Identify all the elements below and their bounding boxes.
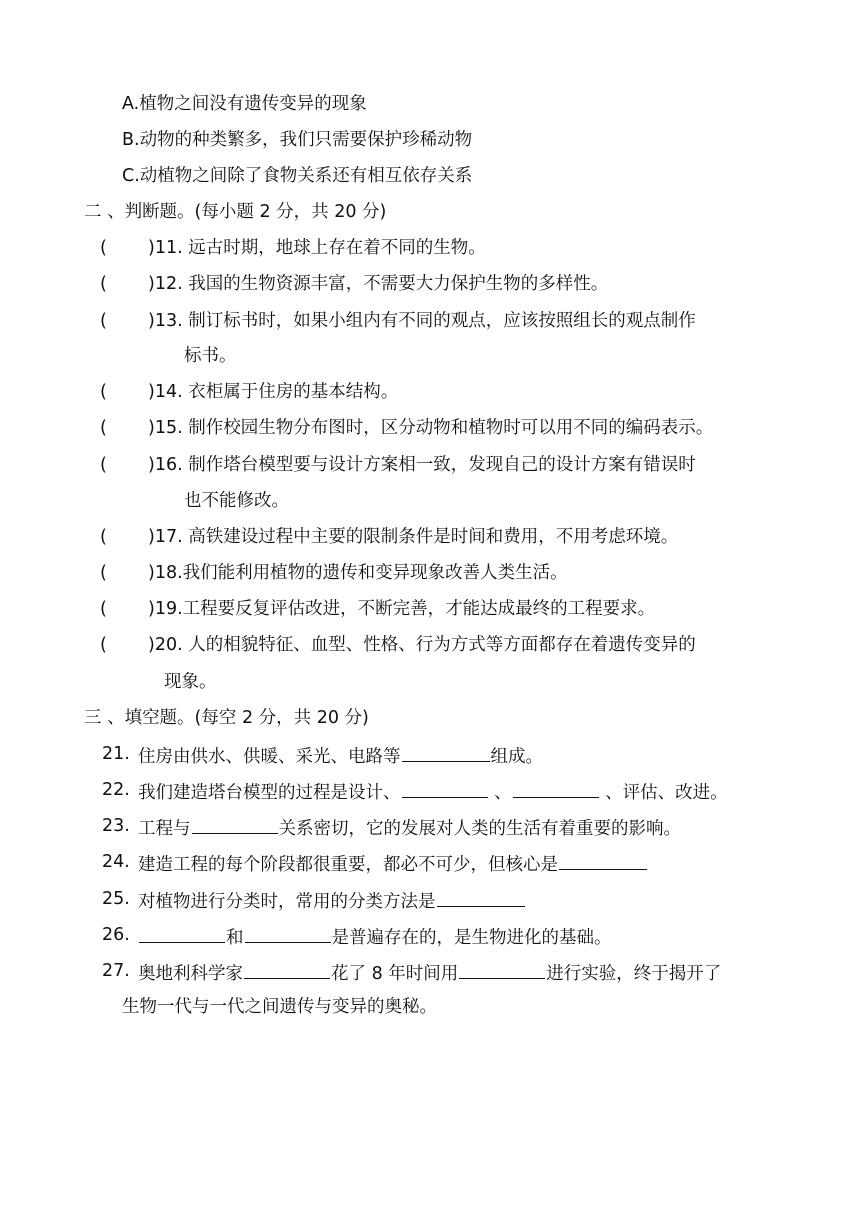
answer-blank[interactable] [139, 923, 225, 943]
question-number: 24. [102, 852, 130, 872]
judgment-text: )20. 人的相貌特征、血型、性格、行为方式等方面都存在着遗传变异的 [148, 635, 696, 655]
answer-paren: ( [100, 527, 107, 547]
question-text: 我们建造塔台模型的过程是设计、 、 、评估、改进。 [138, 778, 728, 805]
section-2-title: 二 、判断题。(每小题 2 分，共 20 分) [84, 202, 387, 222]
question-number: 23. [102, 816, 130, 836]
judgment-text: )16. 制作塔台模型要与设计方案相一致，发现自己的设计方案有错误时 [148, 455, 696, 475]
question-text: 工程与 关系密切，它的发展对人类的生活有着重要的影响。 [138, 814, 681, 841]
question-text: 和 是普遍存在的，是生物进化的基础。 [138, 923, 612, 950]
option-b: B.动物的种类繁多，我们只需要保护珍稀动物 [122, 130, 473, 150]
question-number: 22. [102, 780, 130, 800]
answer-blank[interactable] [559, 850, 647, 870]
judgment-text: )12. 我国的生物资源丰富，不需要大力保护生物的多样性。 [148, 274, 609, 294]
answer-paren: ( [100, 382, 107, 402]
judgment-text: )11. 远古时期，地球上存在着不同的生物。 [148, 238, 486, 258]
option-a: A.植物之间没有遗传变异的现象 [122, 94, 367, 114]
question-text: 建造工程的每个阶段都很重要，都必不可少，但核心是 [138, 850, 648, 877]
answer-paren: ( [100, 311, 107, 331]
question-text-cont: 生物一代与一代之间遗传与变异的奥秘。 [122, 997, 437, 1017]
answer-blank[interactable] [192, 814, 278, 834]
answer-blank[interactable] [459, 959, 545, 979]
judgment-text: )13. 制订标书时，如果小组内有不同的观点，应该按照组长的观点制作 [148, 311, 696, 331]
option-c: C.动植物之间除了食物关系还有相互依存关系 [122, 166, 473, 186]
answer-paren: ( [100, 274, 107, 294]
question-number: 21. [102, 744, 130, 764]
judgment-text: )17. 高铁建设过程中主要的限制条件是时间和费用，不用考虑环境。 [148, 527, 679, 547]
judgment-text: )18.我们能利用植物的遗传和变异现象改善人类生活。 [148, 563, 568, 583]
question-number: 26. [102, 925, 130, 945]
question-text: 住房由供水、供暖、采光、电路等 组成。 [138, 742, 543, 769]
question-number: 27. [102, 961, 130, 981]
answer-blank[interactable] [402, 778, 488, 798]
question-text: 奥地利科学家 花了 8 年时间用 进行实验，终于揭开了 [138, 959, 721, 986]
answer-paren: ( [100, 563, 107, 583]
judgment-text: )15. 制作校园生物分布图时，区分动物和植物时可以用不同的编码表示。 [148, 418, 714, 438]
judgment-text: )14. 衣柜属于住房的基本结构。 [148, 382, 399, 402]
judgment-text-cont: 标书。 [184, 346, 237, 366]
answer-paren: ( [100, 455, 107, 475]
judgment-text-cont: 也不能修改。 [184, 491, 289, 511]
judgment-text: )19.工程要反复评估改进，不断完善，才能达成最终的工程要求。 [148, 599, 656, 619]
answer-paren: ( [100, 418, 107, 438]
answer-paren: ( [100, 238, 107, 258]
judgment-text-cont: 现象。 [164, 672, 217, 692]
answer-paren: ( [100, 599, 107, 619]
answer-paren: ( [100, 635, 107, 655]
question-text: 对植物进行分类时，常用的分类方法是 [138, 887, 526, 914]
answer-blank[interactable] [244, 959, 330, 979]
question-number: 25. [102, 889, 130, 909]
answer-blank[interactable] [245, 923, 331, 943]
answer-blank[interactable] [437, 887, 525, 907]
answer-blank[interactable] [402, 742, 490, 762]
answer-blank[interactable] [513, 778, 599, 798]
section-3-title: 三 、填空题。(每空 2 分，共 20 分) [84, 708, 369, 728]
